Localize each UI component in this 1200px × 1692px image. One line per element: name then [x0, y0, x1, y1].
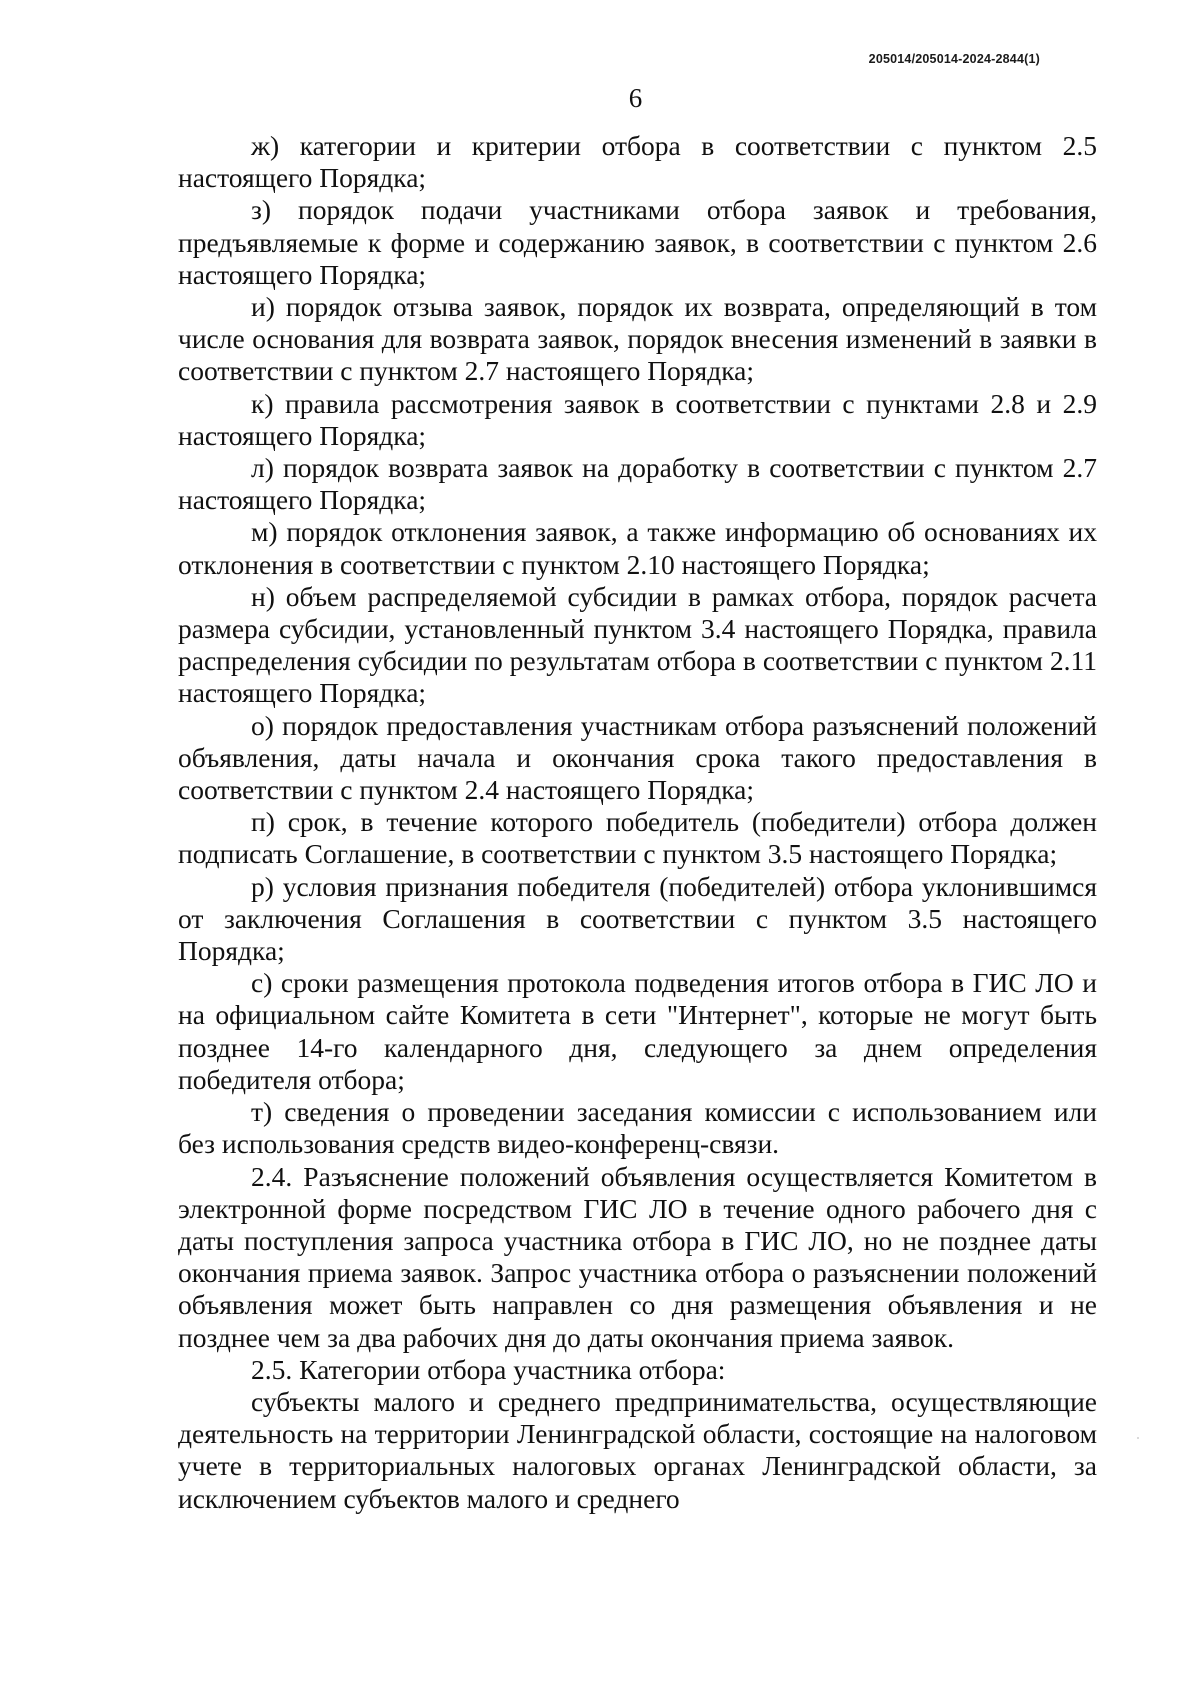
list-item-k: к) правила рассмотрения заявок в соответствии с пунктами 2.8 и 2.9 настоящего Порядка;	[178, 387, 1097, 451]
clause-2-4: 2.4. Разъяснение положений объявления осуществляется Комитетом в электронной форме посредством ГИС ЛО в течение одного рабочего дня с даты поступления запроса участника отбора в ГИС ЛО, но не позднее даты окончания приема заявок. Запрос участника отбора о разъяснении положений объявления может быть направлен со дня размещения объявления и не позднее чем за два рабочих дня до даты окончания приема заявок.	[178, 1160, 1097, 1353]
document-id: 205014/205014-2024-2844(1)	[868, 52, 1040, 66]
list-item-m: м) порядок отклонения заявок, а также информацию об основаниях их отклонения в соответствии с пунктом 2.10 настоящего Порядка;	[178, 516, 1097, 580]
list-item-z: з) порядок подачи участниками отбора заявок и требования, предъявляемые к форме и содержанию заявок, в соответствии с пунктом 2.6 настоящего Порядка;	[178, 194, 1097, 290]
list-item-l: л) порядок возврата заявок на доработку в соответствии с пунктом 2.7 настоящего Порядка;	[178, 452, 1097, 516]
document-body	[178, 130, 1097, 1515]
list-item-r: р) условия признания победителя (победителей) отбора уклонившимся от заключения Соглашения в соответствии с пунктом 3.5 настоящего Порядка;	[178, 870, 1097, 967]
list-item-o: о) порядок предоставления участникам отбора разъяснений положений объявления, даты начала и окончания срока такого предоставления в соответствии с пунктом 2.4 настоящего Порядка;	[178, 709, 1097, 806]
page-number: 6	[628, 83, 643, 113]
scan-artifact	[1137, 1437, 1139, 1439]
clause-2-5-heading: 2.5. Категории отбора участника отбора:	[251, 1353, 726, 1385]
list-item-n: н) объем распределяемой субсидии в рамках отбора, порядок расчета размера субсидии, установленный пунктом 3.4 настоящего Порядка, правила распределения субсидии по результатам отбора в соответствии с пунктом 2.11 настоящего Порядка;	[178, 580, 1097, 709]
list-item-s: с) сроки размещения протокола подведения итогов отбора в ГИС ЛО и на официальном сайте Комитета в сети "Интернет", которые не могут быть позднее 14-го календарного дня, следующего за днем определения победителя отбора;	[178, 967, 1097, 1095]
list-item-i: и) порядок отзыва заявок, порядок их возврата, определяющий в том числе основания для возврата заявок, порядок внесения изменений в заявки в соответствии с пунктом 2.7 настоящего Порядка;	[178, 291, 1097, 387]
list-item-zh: ж) категории и критерии отбора в соответствии с пунктом 2.5 настоящего Порядка;	[178, 130, 1097, 194]
list-item-p: п) срок, в течение которого победитель (победители) отбора должен подписать Соглашение, в соответствии с пунктом 3.5 настоящего Порядка;	[178, 806, 1097, 870]
list-item-t: т) сведения о проведении заседания комиссии с использованием или без использования средств видео-конференц-связи.	[178, 1096, 1097, 1160]
clause-2-5-text: субъекты малого и среднего предпринимательства, осуществляющие деятельность на территории Ленинградской области, состоящие на налоговом учете в территориальных налоговых органах Ленинградской области, за исключением субъектов малого и среднего	[178, 1385, 1097, 1514]
